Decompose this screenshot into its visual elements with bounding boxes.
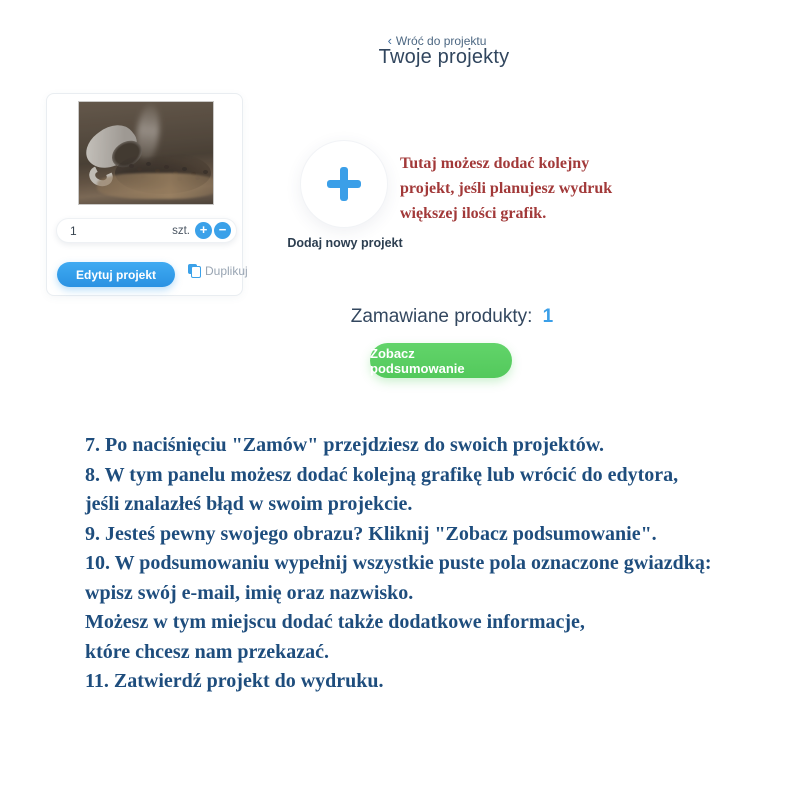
quantity-input[interactable]: [57, 224, 117, 238]
instruction-line: 9. Jesteś pewny swojego obrazu? Kliknij "Zobacz podsumowanie".: [85, 522, 657, 545]
duplicate-button-label: Duplikuj: [205, 264, 248, 278]
instruction-line: 8. W tym panelu możesz dodać kolejną grafikę lub wrócić do edytora,: [85, 463, 679, 486]
page-title: Twoje projekty: [378, 46, 510, 68]
ordered-products-count: 1: [542, 306, 554, 327]
chevron-left-icon: ‹: [387, 33, 392, 48]
hint-line: większej ilości grafik.: [400, 205, 547, 222]
back-link-label: Wróć do projektu: [395, 33, 487, 48]
project-thumbnail: [78, 101, 214, 205]
edit-project-button[interactable]: Edytuj projekt: [57, 262, 175, 287]
duplicate-project-button[interactable]: [188, 264, 248, 278]
thumbnail-fade-overlay: [79, 102, 213, 204]
instruction-line: wpisz swój e-mail, imię oraz nazwisko.: [85, 581, 414, 604]
instruction-line: 10. W podsumowaniu wypełnij wszystkie puste pola oznaczone gwiazdką:: [85, 552, 712, 574]
hint-text: [400, 151, 612, 226]
instruction-line: które chcesz nam przekazać.: [85, 640, 330, 663]
add-new-project-button[interactable]: [300, 140, 388, 228]
instruction-line: 7. Po naciśnięciu "Zamów" przejdziesz do swoich projektów.: [85, 434, 605, 456]
plus-icon: [301, 141, 387, 227]
copy-icon: [188, 264, 201, 278]
add-new-project-label: Dodaj nowy projekt: [287, 236, 403, 250]
view-summary-button[interactable]: Zobacz podsumowanie: [370, 343, 512, 378]
instruction-line: jeśli znalazłeś błąd w swoim projekcie.: [85, 493, 413, 515]
instruction-line: Możesz w tym miejscu dodać także dodatkowe informacje,: [85, 611, 585, 633]
quantity-unit-label: szt.: [172, 224, 190, 237]
project-card: [46, 93, 248, 296]
ordered-products-label: Zamawiane produkty:: [350, 306, 533, 327]
instruction-line: 11. Zatwierdź projekt do wydruku.: [85, 670, 384, 692]
ordered-products-summary: [351, 306, 554, 328]
quantity-decrease-button[interactable]: −: [214, 222, 231, 239]
hint-line: projekt, jeśli planujesz wydruk: [400, 180, 613, 197]
hint-line: Tutaj możesz dodać kolejny: [400, 155, 590, 172]
quantity-increase-button[interactable]: +: [195, 222, 212, 239]
quantity-control: [56, 218, 237, 243]
tutorial-instructions: [85, 431, 712, 697]
